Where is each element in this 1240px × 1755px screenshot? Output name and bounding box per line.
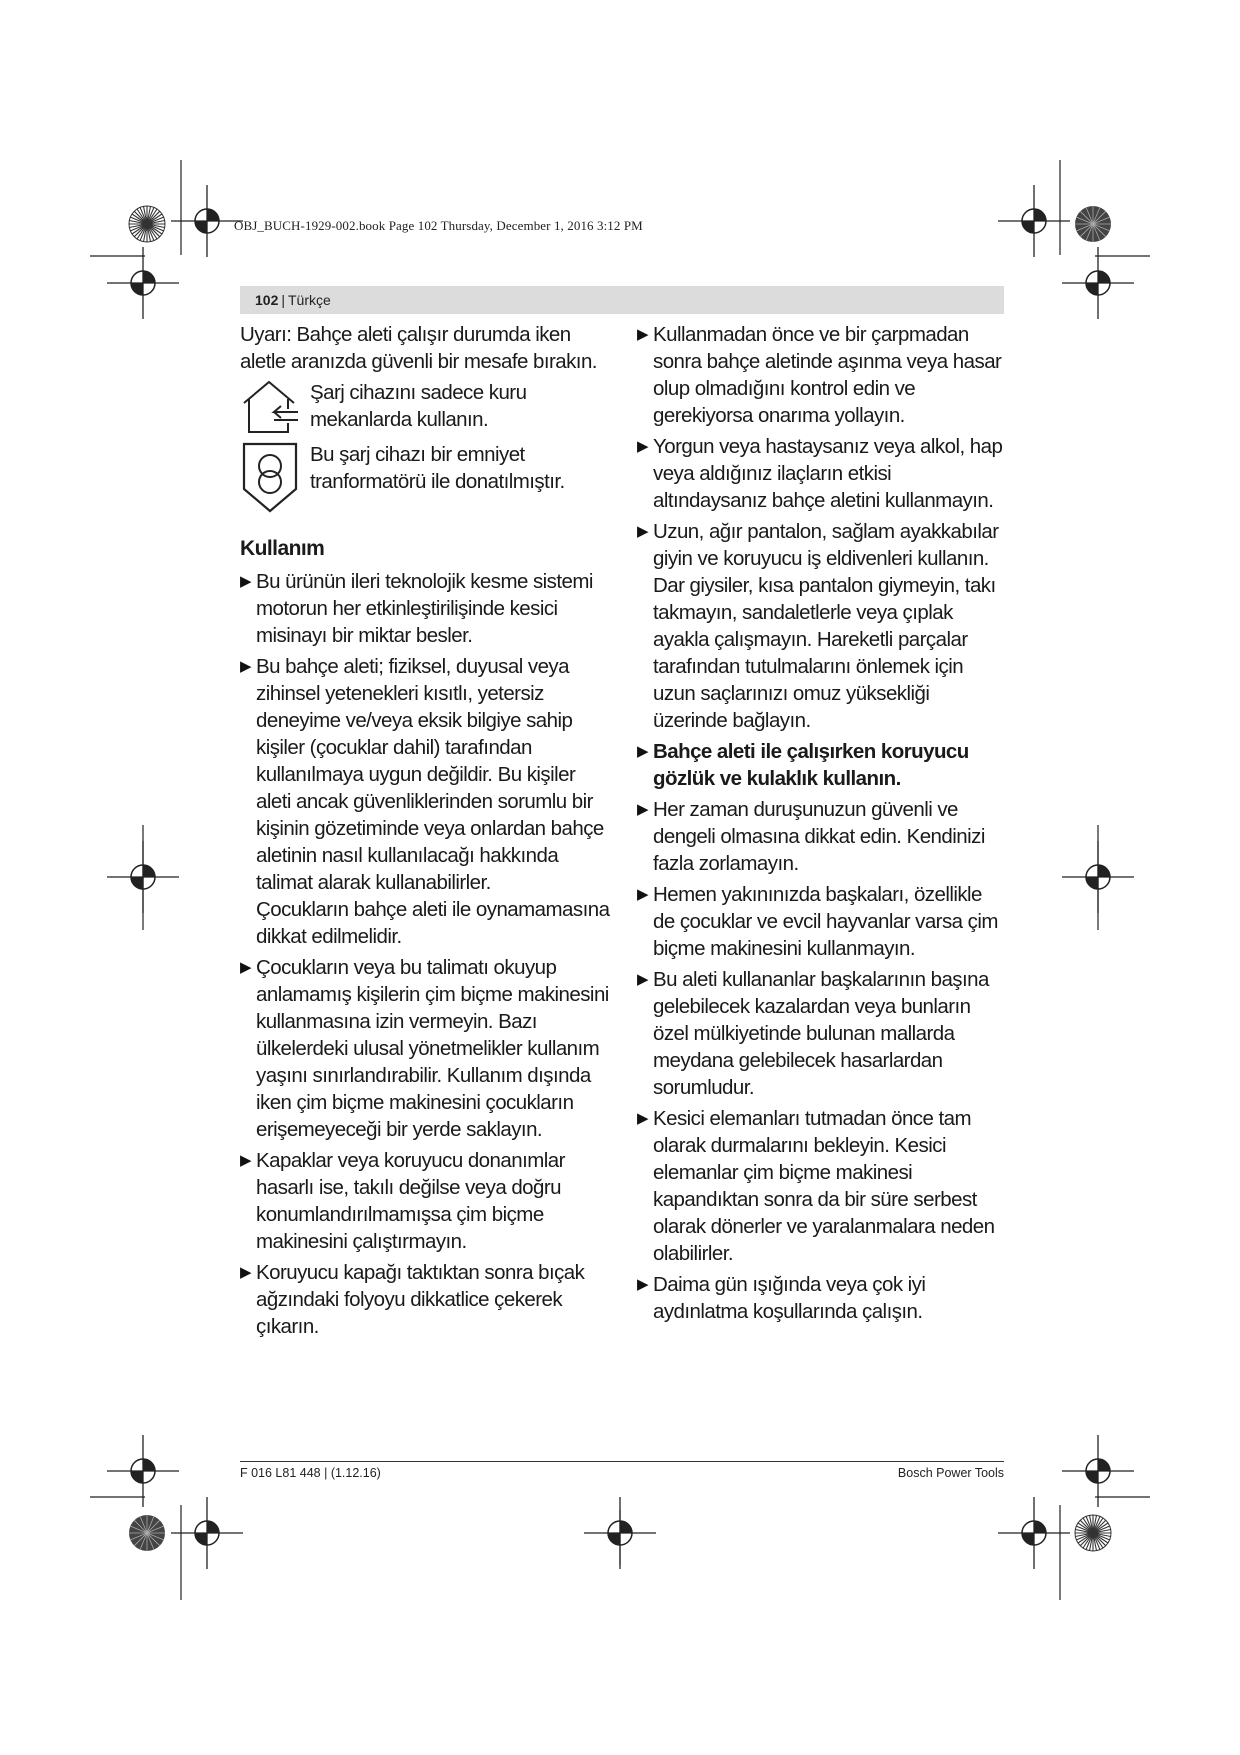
- header-language: Türkçe: [288, 292, 331, 308]
- left-column: [240, 321, 610, 1344]
- bullet-arrow-icon: ▶: [637, 1276, 648, 1293]
- list-item: [637, 796, 1007, 877]
- list-item: [637, 518, 1007, 734]
- right-column: [637, 321, 1007, 1329]
- bullet-arrow-icon: ▶: [637, 971, 648, 988]
- list-item: [637, 738, 1007, 792]
- bullet-text-block: [256, 653, 610, 950]
- bullet-arrow-icon: ▶: [637, 1110, 648, 1127]
- bullet-arrow-icon: ▶: [637, 326, 648, 343]
- symbol-text-indoor: Şarj cihazını sadece kuru mekanlarda kullanın.: [310, 381, 527, 431]
- warning-text: Uyarı: Bahçe aleti çalışır durumda iken aletle aranızda güvenli bir mesafe bırakın.: [240, 323, 597, 373]
- list-item: [637, 1105, 1007, 1267]
- bullet-arrow-icon: ▶: [240, 959, 251, 976]
- page-number: 102: [255, 292, 279, 308]
- bullet-arrow-icon: ▶: [240, 1152, 251, 1169]
- bullet-arrow-icon: ▶: [637, 438, 648, 455]
- bullet-arrow-icon: ▶: [637, 523, 648, 540]
- bullet-arrow-icon: ▶: [637, 801, 648, 818]
- bullet-text-emphasis: Bahçe aleti ile çalışırken koruyucu gözlük ve kulaklık kullanın.: [653, 740, 969, 790]
- bullet-arrow-icon: ▶: [637, 886, 648, 903]
- header-separator: |: [281, 292, 285, 308]
- footer-divider: [240, 1461, 1004, 1462]
- bullet-text: Hemen yakınınızda başkaları, özellikle de çocuklar ve evcil hayvanlar varsa çim biçme makinesini kullanmayın.: [653, 883, 998, 960]
- symbol-row-indoor: [240, 379, 610, 437]
- bullet-arrow-icon: ▶: [240, 573, 251, 590]
- page-header: [240, 286, 1004, 314]
- bullet-arrow-icon: ▶: [240, 658, 251, 675]
- bullet-text: Bu ürünün ileri teknolojik kesme sistemi motorun her etkinleştirilişinde kesici misinayı bir miktar besler.: [256, 570, 593, 647]
- bullet-text: Bu aleti kullananlar başkalarının başına gelebilecek kazalardan veya bunların özel mülkiyetinde bulunan mallarda meydana gelebilecek hasarlardan sorumludur.: [653, 968, 989, 1099]
- list-item: [637, 321, 1007, 429]
- list-item: [240, 653, 610, 950]
- section-heading-usage: Kullanım: [240, 537, 325, 560]
- footer-brand: Bosch Power Tools: [897, 1466, 1004, 1480]
- bullet-arrow-icon: ▶: [240, 1264, 251, 1281]
- bullet-text: Uzun, ağır pantalon, sağlam ayakkabılar giyin ve koruyucu iş eldivenleri kullanın. Dar giysiler, kısa pantalon giymeyin, takı takmayın, sandaletlerle veya çıplak ayakla çalışmayın. Hareketli parçalar tarafından tutulmalarını önlemek için uzun saçlarınızı omuz yüksekliği üzerinde bağlayın.: [653, 520, 999, 732]
- list-item: [240, 954, 610, 1143]
- bullet-text: Her zaman duruşunuzun güvenli ve dengeli olmasına dikkat edin. Kendinizi fazla zorlamayın.: [653, 798, 985, 875]
- bullet-text: Kesici elemanları tutmadan önce tam olarak durmalarını bekleyin. Kesici elemanlar çim biçme makinesi kapandıktan sonra da bir süre serbest olarak dönerler ve yaralanmalara neden olabilirler.: [653, 1107, 995, 1265]
- bullet-text: Koruyucu kapağı taktıktan sonra bıçak ağzındaki folyoyu dikkatlice çekerek çıkarın.: [256, 1261, 585, 1338]
- list-item: [637, 433, 1007, 514]
- bullet-extra-text: Çocukların bahçe aleti ile oynamamasına dikkat edilmelidir.: [256, 898, 610, 948]
- bullet-text: Çocukların veya bu talimatı okuyup anlamamış kişilerin çim biçme makinesini kullanmasına izin vermeyin. Bazı ülkelerdeki ulusal yönetmelikler kullanım yaşını sınırlandırabilir. Kullanım dışında iken çim biçme makinesini çocukların erişemeyeceği bir yerde saklayın.: [256, 956, 609, 1141]
- symbol-text-transformer: Bu şarj cihazı bir emniyet tranformatörü ile donatılmıştır.: [310, 443, 565, 493]
- list-item: [240, 1259, 610, 1340]
- bullet-text: Yorgun veya hastaysanız veya alkol, hap veya aldığınız ilaçların etkisi altındaysanız bahçe aletini kullanmayın.: [653, 435, 1003, 512]
- bullet-text: Kapaklar veya koruyucu donanımlar hasarlı ise, takılı değilse veya doğru konumlandırılmamışsa çim biçme makinesini çalıştırmayın.: [256, 1149, 565, 1253]
- list-item: [240, 568, 610, 649]
- bullet-text: Kullanmadan önce ve bir çarpmadan sonra bahçe aletinde aşınma veya hasar olup olmadığını kontrol edin ve gerekiyorsa onarıma yollayın.: [653, 323, 1002, 427]
- bullet-text: Bu bahçe aleti; fiziksel, duyusal veya zihinsel yetenekleri kısıtlı, yetersiz deneyime ve/veya eksik bilgiye sahip kişiler (çocuklar dahil) tarafından kullanılmaya uygun değildir. Bu kişiler aleti ancak güvenliklerinden sorumlu bir kişinin gözetiminde veya onlardan bahçe aletinin nasıl kullanılacağı hakkında talimat alarak kullanabilirler.: [256, 655, 604, 894]
- symbol-row-transformer: [240, 441, 610, 513]
- list-item: [240, 1147, 610, 1255]
- indoor-use-house-icon: [240, 379, 302, 437]
- list-item: [637, 881, 1007, 962]
- bullet-text: Daima gün ışığında veya çok iyi aydınlatma koşullarında çalışın.: [653, 1273, 926, 1323]
- bullet-arrow-icon: ▶: [637, 743, 648, 760]
- safety-transformer-icon: [240, 441, 302, 513]
- print-job-info: OBJ_BUCH-1929-002.book Page 102 Thursday, December 1, 2016 3:12 PM: [234, 218, 643, 233]
- list-item: [637, 966, 1007, 1101]
- footer-document-code: F 016 L81 448 | (1.12.16): [240, 1466, 381, 1480]
- list-item: [637, 1271, 1007, 1325]
